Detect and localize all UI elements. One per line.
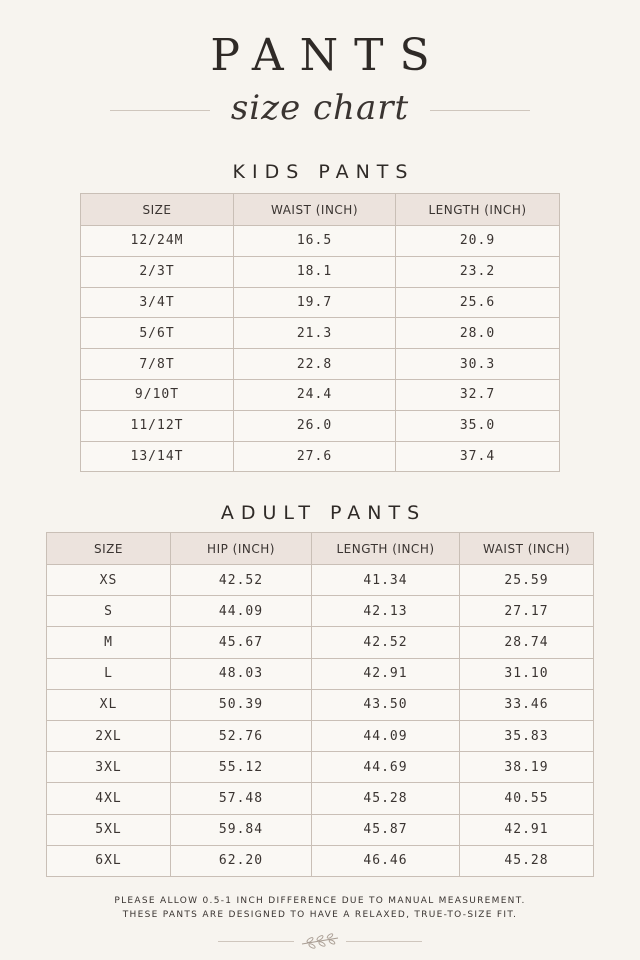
column-header: LENGTH (INCH) bbox=[312, 533, 460, 565]
footer-divider-right bbox=[346, 941, 422, 942]
table-cell: 44.69 bbox=[312, 752, 460, 783]
table-cell: 50.39 bbox=[171, 689, 312, 720]
table-cell: 9/10T bbox=[81, 379, 234, 410]
page-subtitle: size chart bbox=[230, 88, 410, 128]
table-row bbox=[47, 720, 594, 751]
adult-section-title: ADULT PANTS bbox=[220, 502, 427, 524]
table-cell: 42.52 bbox=[312, 627, 460, 658]
kids-section-title: KIDS PANTS bbox=[232, 161, 415, 183]
table-cell: 28.74 bbox=[460, 627, 594, 658]
leaf-sprig-icon bbox=[298, 932, 342, 950]
table-row bbox=[47, 752, 594, 783]
table-row bbox=[81, 287, 560, 318]
table-cell: 27.6 bbox=[234, 441, 396, 472]
table-cell: L bbox=[47, 658, 171, 689]
table-row bbox=[47, 627, 594, 658]
column-header: SIZE bbox=[81, 194, 234, 226]
subtitle-divider-right bbox=[430, 110, 530, 111]
table-row bbox=[81, 349, 560, 380]
table-cell: 46.46 bbox=[312, 845, 460, 876]
column-header: HIP (INCH) bbox=[171, 533, 312, 565]
table-cell: 38.19 bbox=[460, 752, 594, 783]
subtitle-row bbox=[0, 86, 640, 132]
table-cell: 22.8 bbox=[234, 349, 396, 380]
table-cell: 42.13 bbox=[312, 596, 460, 627]
fit-note: THESE PANTS ARE DESIGNED TO HAVE A RELAXED, TRUE-TO-SIZE FIT. bbox=[122, 910, 518, 920]
table-row bbox=[47, 814, 594, 845]
table-cell: 6XL bbox=[47, 845, 171, 876]
table-cell: 48.03 bbox=[171, 658, 312, 689]
table-row bbox=[47, 689, 594, 720]
table-cell: 13/14T bbox=[81, 441, 234, 472]
table-cell: 2XL bbox=[47, 720, 171, 751]
table-cell: 20.9 bbox=[396, 226, 560, 257]
page-title: PANTS bbox=[210, 30, 446, 81]
table-cell: 23.2 bbox=[396, 256, 560, 287]
table-cell: 42.91 bbox=[312, 658, 460, 689]
table-cell: 4XL bbox=[47, 783, 171, 814]
table-cell: 52.76 bbox=[171, 720, 312, 751]
adult-size-table bbox=[46, 532, 594, 877]
footer-divider-left bbox=[218, 941, 294, 942]
kids-size-table bbox=[80, 193, 560, 472]
table-cell: 18.1 bbox=[234, 256, 396, 287]
table-cell: 27.17 bbox=[460, 596, 594, 627]
table-cell: 19.7 bbox=[234, 287, 396, 318]
table-header-row bbox=[47, 533, 594, 565]
column-header: LENGTH (INCH) bbox=[396, 194, 560, 226]
table-cell: 37.4 bbox=[396, 441, 560, 472]
table-cell: S bbox=[47, 596, 171, 627]
table-cell: 59.84 bbox=[171, 814, 312, 845]
table-cell: 2/3T bbox=[81, 256, 234, 287]
table-cell: 30.3 bbox=[396, 349, 560, 380]
table-cell: 55.12 bbox=[171, 752, 312, 783]
table-cell: 3/4T bbox=[81, 287, 234, 318]
table-cell: 3XL bbox=[47, 752, 171, 783]
table-cell: 57.48 bbox=[171, 783, 312, 814]
table-cell: 42.52 bbox=[171, 565, 312, 596]
table-row bbox=[81, 410, 560, 441]
table-cell: 5XL bbox=[47, 814, 171, 845]
table-cell: M bbox=[47, 627, 171, 658]
table-row bbox=[81, 256, 560, 287]
table-row bbox=[47, 658, 594, 689]
table-cell: 62.20 bbox=[171, 845, 312, 876]
table-cell: 44.09 bbox=[312, 720, 460, 751]
table-cell: 45.28 bbox=[460, 845, 594, 876]
column-header: WAIST (INCH) bbox=[460, 533, 594, 565]
table-row bbox=[47, 596, 594, 627]
table-cell: 5/6T bbox=[81, 318, 234, 349]
table-cell: 28.0 bbox=[396, 318, 560, 349]
measurement-note: PLEASE ALLOW 0.5-1 INCH DIFFERENCE DUE TO MANUAL MEASUREMENT. bbox=[114, 896, 526, 906]
table-cell: 42.91 bbox=[460, 814, 594, 845]
table-cell: 25.59 bbox=[460, 565, 594, 596]
table-cell: XS bbox=[47, 565, 171, 596]
table-cell: 32.7 bbox=[396, 379, 560, 410]
table-cell: XL bbox=[47, 689, 171, 720]
table-row bbox=[47, 783, 594, 814]
table-cell: 24.4 bbox=[234, 379, 396, 410]
table-cell: 26.0 bbox=[234, 410, 396, 441]
table-header-row bbox=[81, 194, 560, 226]
table-cell: 40.55 bbox=[460, 783, 594, 814]
table-cell: 21.3 bbox=[234, 318, 396, 349]
table-cell: 45.28 bbox=[312, 783, 460, 814]
table-row bbox=[81, 318, 560, 349]
table-row bbox=[47, 845, 594, 876]
table-cell: 45.87 bbox=[312, 814, 460, 845]
table-cell: 31.10 bbox=[460, 658, 594, 689]
table-cell: 44.09 bbox=[171, 596, 312, 627]
table-row bbox=[47, 565, 594, 596]
table-cell: 41.34 bbox=[312, 565, 460, 596]
table-row bbox=[81, 379, 560, 410]
subtitle-divider-left bbox=[110, 110, 210, 111]
table-cell: 11/12T bbox=[81, 410, 234, 441]
table-cell: 35.0 bbox=[396, 410, 560, 441]
table-cell: 45.67 bbox=[171, 627, 312, 658]
table-row bbox=[81, 226, 560, 257]
table-row bbox=[81, 441, 560, 472]
table-cell: 33.46 bbox=[460, 689, 594, 720]
column-header: SIZE bbox=[47, 533, 171, 565]
table-cell: 16.5 bbox=[234, 226, 396, 257]
column-header: WAIST (INCH) bbox=[234, 194, 396, 226]
table-cell: 35.83 bbox=[460, 720, 594, 751]
table-cell: 12/24M bbox=[81, 226, 234, 257]
table-cell: 7/8T bbox=[81, 349, 234, 380]
table-cell: 25.6 bbox=[396, 287, 560, 318]
table-cell: 43.50 bbox=[312, 689, 460, 720]
